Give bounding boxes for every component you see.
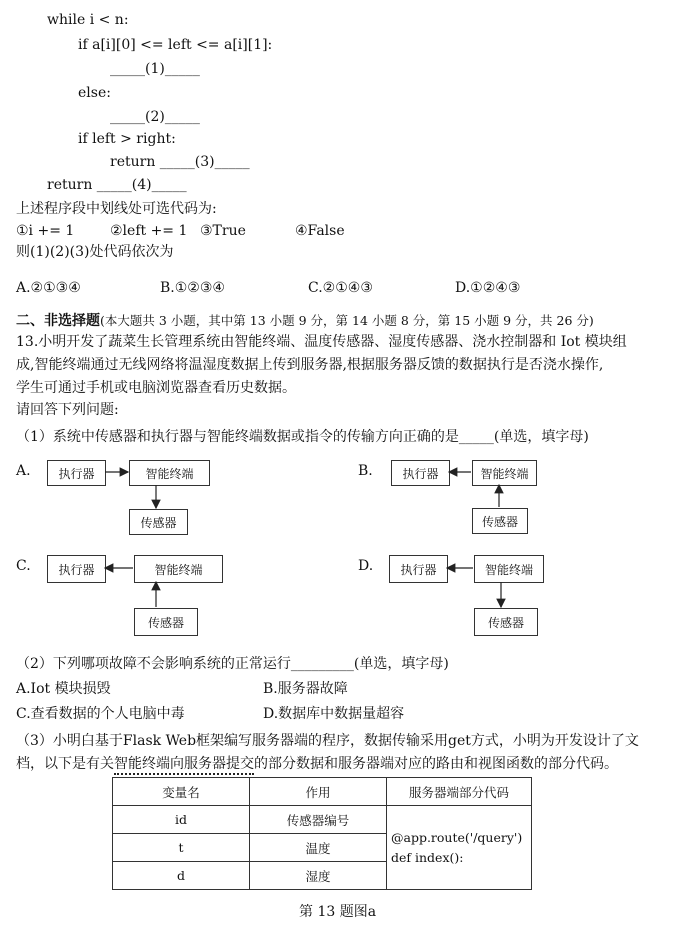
table-cell: d xyxy=(113,862,250,890)
diagram-c-actuator: 执行器 xyxy=(47,555,106,583)
diagram-b-actuator: 执行器 xyxy=(391,460,450,486)
q12-choice-a: A.②①③④ xyxy=(16,280,81,296)
q13-part-3-line-1: （3）小明白基于Flask Web框架编写服务器端的程序，数据传输采用get方式，小明为开发设计了文 xyxy=(16,733,639,749)
q13-part-1: （1）系统中传感器和执行器与智能终端数据或指令的传输方向正确的是_____(单选，填字母) xyxy=(16,429,589,445)
table-header-row xyxy=(113,778,532,806)
q13-part-2-d: D.数据库中数据量超容 xyxy=(263,706,405,722)
q13-part-3-post: 的部分数据和服务器端对应的路由和视图函数的部分代码。 xyxy=(254,756,618,772)
table-cell: 传感器编号 xyxy=(250,806,387,834)
diagram-b-terminal: 智能终端 xyxy=(472,460,537,486)
diagram-a-sensor: 传感器 xyxy=(129,509,188,535)
code-line-2: if a[i][0] <= left <= a[i][1]: xyxy=(78,37,273,53)
section-note: (本大题共 3 小题，其中第 13 小题 9 分，第 14 小题 8 分，第 15 小题 9 分，共 26 分) xyxy=(100,313,594,328)
diagram-a-actuator: 执行器 xyxy=(47,460,106,486)
diagram-c-terminal: 智能终端 xyxy=(134,555,223,583)
table-row xyxy=(113,806,532,834)
q13-part-2-a: A.Iot 模块损毁 xyxy=(16,681,111,697)
table-header-cell: 作用 xyxy=(250,778,387,806)
diagram-d-actuator: 执行器 xyxy=(389,555,448,583)
code-line-8: return _____(4)_____ xyxy=(47,177,187,193)
q13-part-2-c: C.查看数据的个人电脑中毒 xyxy=(16,706,185,722)
diagram-d-terminal: 智能终端 xyxy=(474,555,544,583)
q13-stem-1: 13.小明开发了蔬菜生长管理系统由智能终端、温度传感器、湿度传感器、浇水控制器和 Iot 模块组 xyxy=(16,334,627,350)
server-code-line-2: def index(): xyxy=(391,849,464,865)
table-cell: 湿度 xyxy=(250,862,387,890)
diagram-label-d: D. xyxy=(358,558,374,574)
variable-table xyxy=(112,777,532,890)
q13-stem-2: 成,智能终端通过无线网络将温湿度数据上传到服务器,根据服务器反馈的数据执行是否浇水操作, xyxy=(16,357,604,373)
q12-choice-d: D.①②④③ xyxy=(455,280,521,296)
code-line-3: _____(1)_____ xyxy=(110,61,200,77)
q13-part-2-b: B.服务器故障 xyxy=(263,681,348,697)
table-header-cell: 变量名 xyxy=(113,778,250,806)
diagram-b-sensor: 传感器 xyxy=(472,508,528,534)
table-cell: id xyxy=(113,806,250,834)
diagram-label-b: B. xyxy=(358,463,373,479)
server-code-line-1: @app.route('/query') xyxy=(391,829,523,845)
q12-choice-b: B.①②③④ xyxy=(160,280,225,296)
code-line-4: else: xyxy=(78,85,111,101)
q12-choice-c: C.②①④③ xyxy=(308,280,373,296)
code-line-7: return _____(3)_____ xyxy=(110,154,250,170)
q12-option-4: ④False xyxy=(295,223,345,239)
server-code-cell xyxy=(387,806,532,890)
code-line-1: while i < n: xyxy=(47,12,129,28)
q13-part-3-line-2 xyxy=(16,755,618,773)
table-cell: t xyxy=(113,834,250,862)
q13-part-3-pre: 档，以下是有关 xyxy=(16,756,114,772)
q13-prompt: 请回答下列问题: xyxy=(16,402,119,418)
q12-option-1: ①i += 1 xyxy=(16,223,75,239)
q12-ask: 则(1)(2)(3)处代码依次为 xyxy=(16,244,174,260)
q12-option-2: ②left += 1 xyxy=(110,223,188,239)
diagram-d-sensor: 传感器 xyxy=(474,608,538,636)
code-line-6: if left > right: xyxy=(78,131,176,147)
diagram-label-a: A. xyxy=(16,463,31,479)
q12-intro: 上述程序段中划线处可选代码为: xyxy=(16,201,217,217)
table-header-cell: 服务器端部分代码 xyxy=(387,778,532,806)
section-title: 二、非选择题 xyxy=(16,313,100,329)
q13-part-2: （2）下列哪项故障不会影响系统的正常运行_________(单选，填字母) xyxy=(16,656,449,672)
q13-part-3-emphasis: 智能终端向服务器提交 xyxy=(114,756,254,775)
diagram-label-c: C. xyxy=(16,558,31,574)
figure-caption: 第 13 题图a xyxy=(299,904,377,920)
q12-option-3: ③True xyxy=(200,223,246,239)
diagram-c-sensor: 传感器 xyxy=(134,608,198,636)
diagram-a-terminal: 智能终端 xyxy=(129,460,210,486)
q13-stem-3: 学生可通过手机或电脑浏览器查看历史数据。 xyxy=(16,380,296,396)
code-line-5: _____(2)_____ xyxy=(110,109,200,125)
table-cell: 温度 xyxy=(250,834,387,862)
